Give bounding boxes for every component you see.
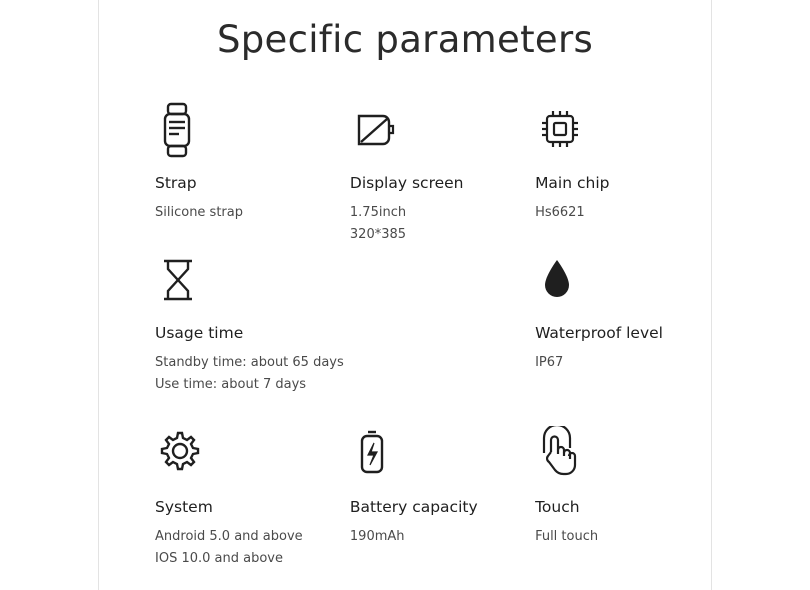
spec-detail-line: Android 5.0 and above xyxy=(155,529,303,544)
chip-icon xyxy=(535,100,691,158)
spec-detail-line: Silicone strap xyxy=(155,205,243,220)
spec-detail-line: 1.75inch xyxy=(349,205,407,220)
spec-item-system xyxy=(155,424,350,574)
spec-detail-line: IP67 xyxy=(535,355,564,370)
watch-display-icon xyxy=(350,100,535,158)
spec-row xyxy=(155,424,691,574)
spec-item-touch xyxy=(535,424,691,574)
spec-label: System xyxy=(155,498,213,516)
strap-icon xyxy=(155,100,350,158)
spec-detail-line: IOS 10.0 and above xyxy=(155,551,283,566)
touch-hand-icon xyxy=(535,424,691,482)
spec-details xyxy=(535,527,691,547)
spec-item-usage-time xyxy=(155,250,350,424)
spec-details xyxy=(155,527,350,569)
spec-detail-line: Standby time: about 65 days xyxy=(155,355,344,370)
spec-item-main-chip xyxy=(535,100,691,250)
spec-detail-line: Use time: about 7 days xyxy=(155,377,307,392)
spec-detail-line: 190mAh xyxy=(349,529,405,544)
gear-icon xyxy=(155,424,350,482)
spec-detail-line: Full touch xyxy=(535,529,599,544)
spec-label: Display screen xyxy=(349,174,464,192)
spec-details xyxy=(350,527,535,547)
spec-sheet-panel xyxy=(98,0,712,590)
spec-details xyxy=(155,203,350,223)
spec-row xyxy=(155,100,691,250)
spec-details xyxy=(535,353,691,373)
spec-details xyxy=(155,353,350,395)
spec-label: Battery capacity xyxy=(349,498,478,516)
spec-detail-line: 320*385 xyxy=(349,227,407,242)
spec-item-waterproof-level xyxy=(535,250,691,424)
spec-label: Main chip xyxy=(535,174,610,192)
spec-details xyxy=(350,203,535,245)
spec-details xyxy=(535,203,691,223)
water-drop-icon xyxy=(535,250,691,308)
page-title: Specific parameters xyxy=(216,18,594,61)
hourglass-icon xyxy=(155,250,350,308)
spec-item-strap xyxy=(155,100,350,250)
spec-grid xyxy=(155,100,691,574)
spec-detail-line: Hs6621 xyxy=(535,205,585,220)
spec-item-display-screen xyxy=(350,100,535,250)
spec-label: Touch xyxy=(535,498,580,516)
spec-label: Waterproof level xyxy=(535,324,663,342)
spec-row xyxy=(155,250,691,424)
spec-item-battery-capacity xyxy=(350,424,535,574)
battery-icon xyxy=(350,424,535,482)
spec-label: Strap xyxy=(155,174,197,192)
spec-label: Usage time xyxy=(155,324,244,342)
